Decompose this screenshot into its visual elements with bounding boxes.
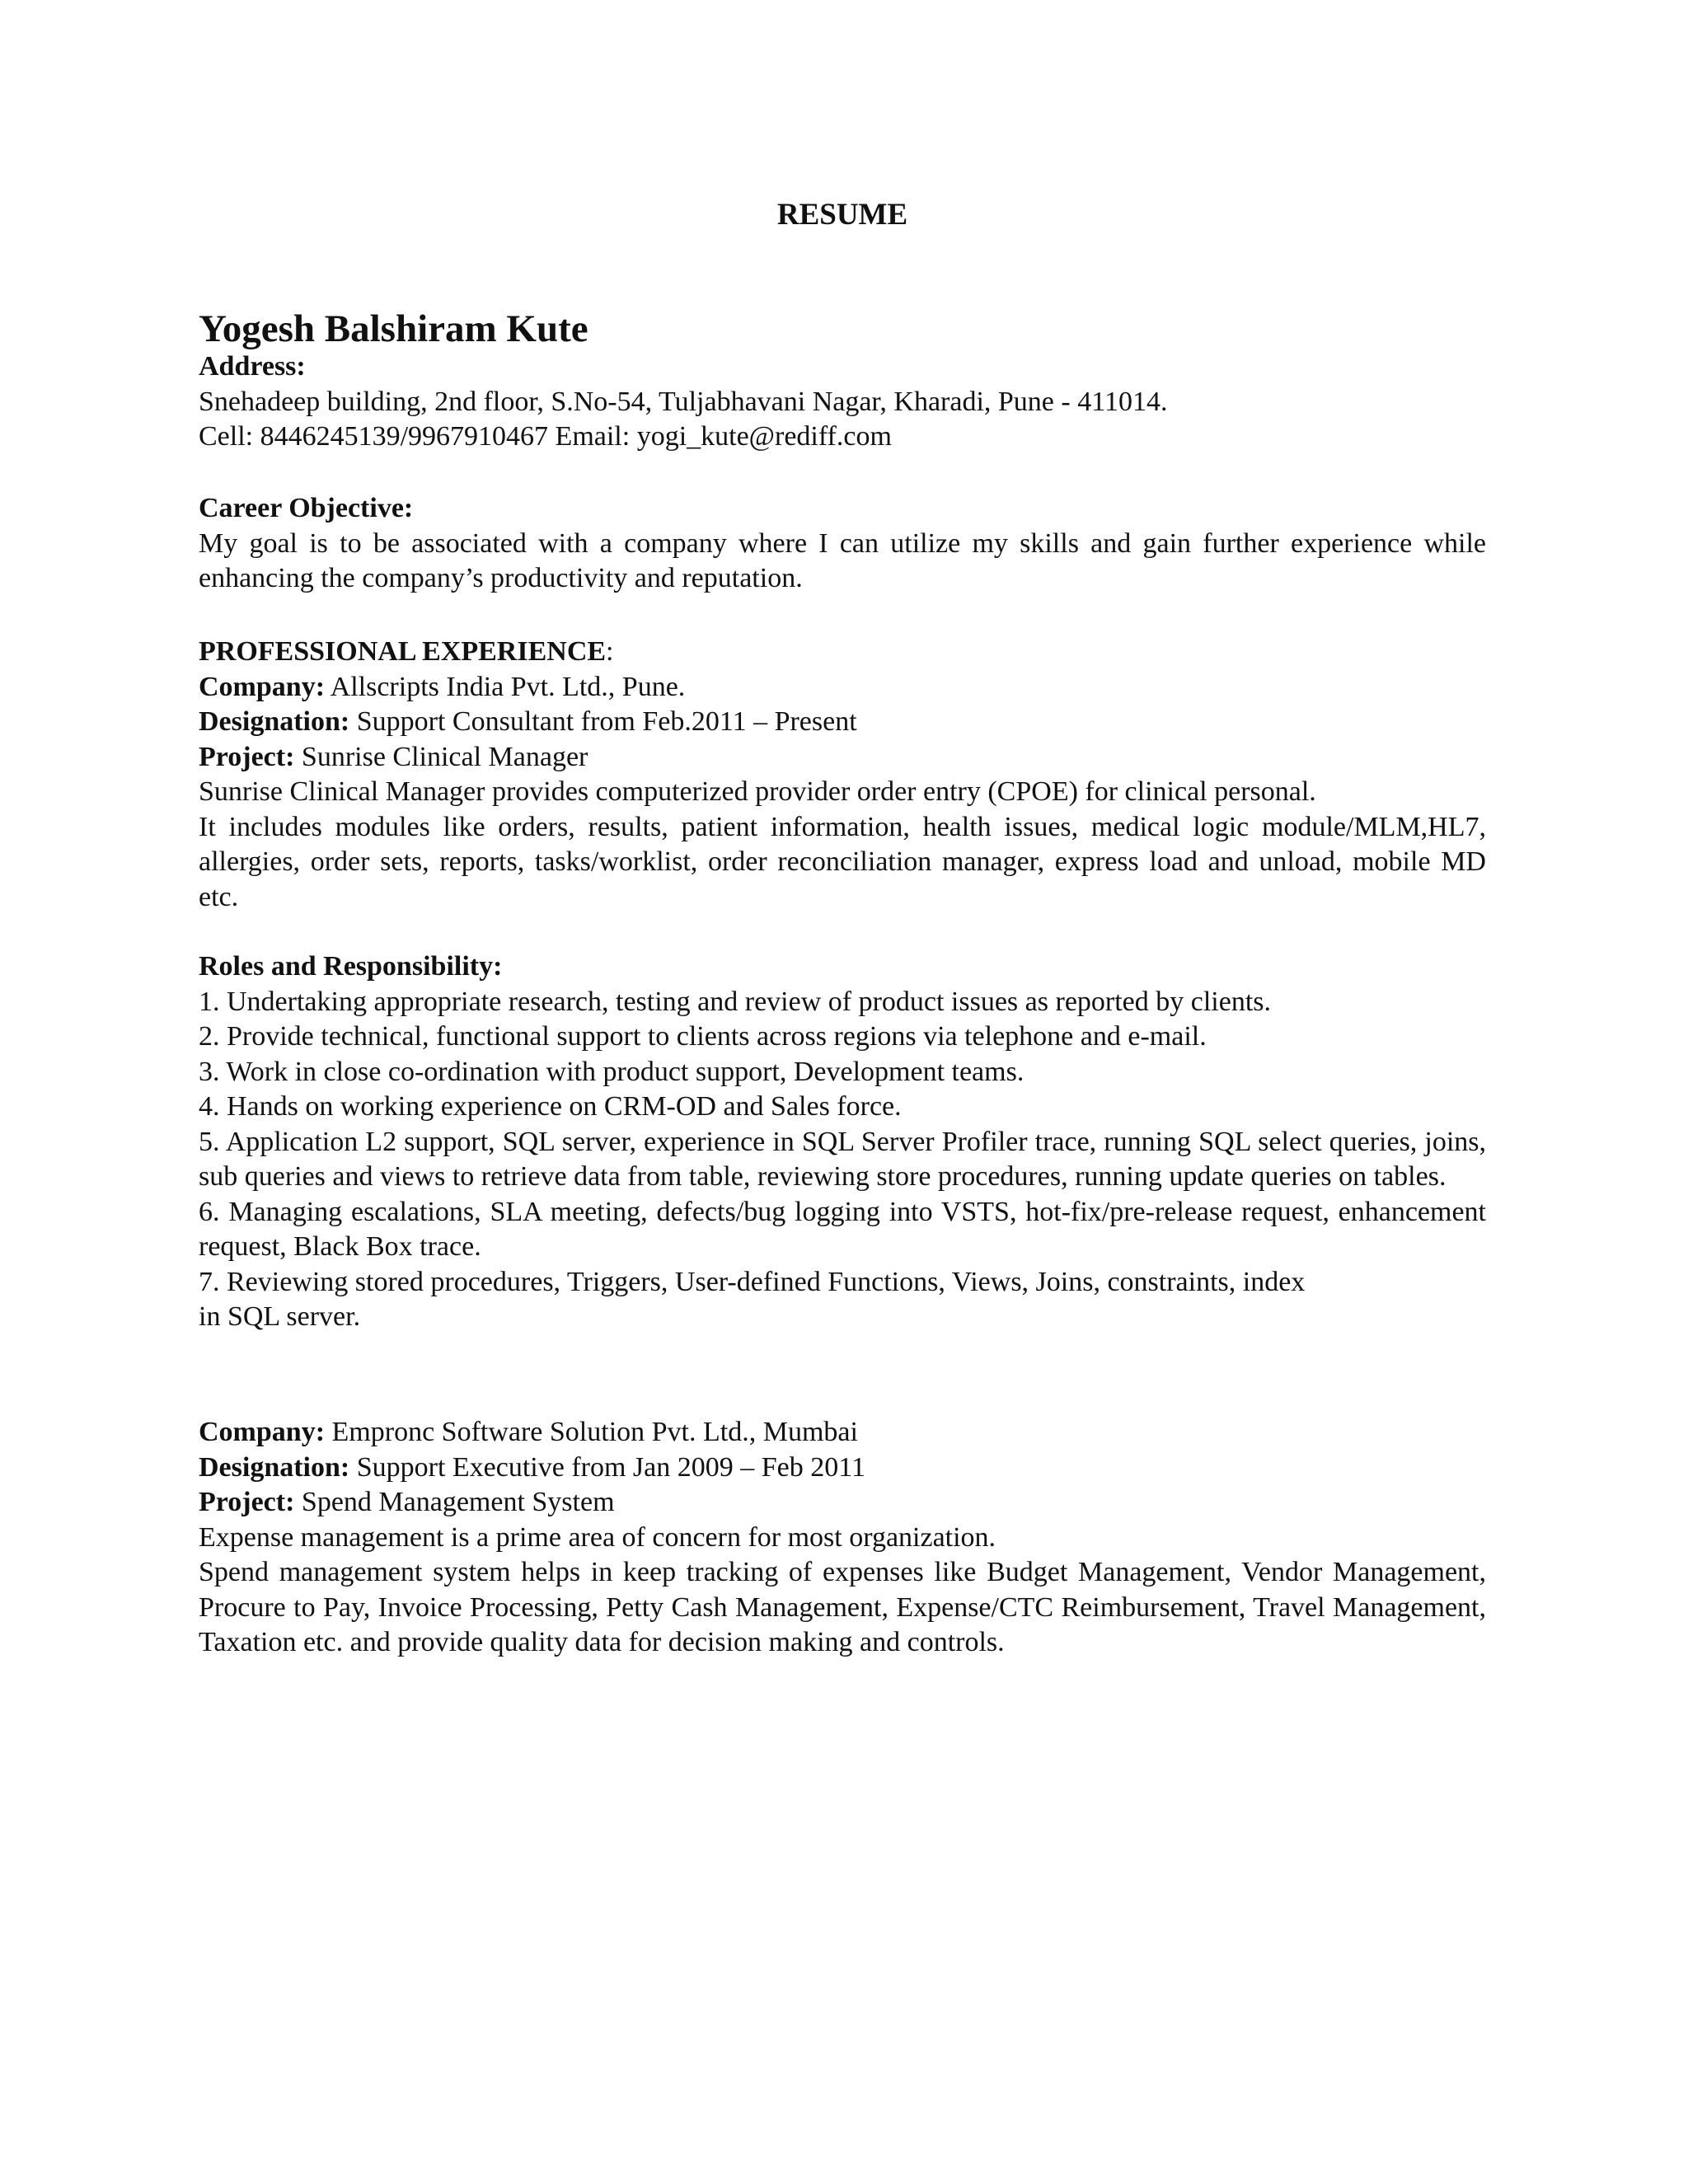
experience-heading: PROFESSIONAL EXPERIENCE (199, 636, 607, 667)
company1-description-1: Sunrise Clinical Manager provides computerized provider order entry (CPOE) for clinical personal. (199, 776, 1316, 807)
address-heading: Address: (199, 351, 306, 382)
contact-line: Cell: 8446245139/9967910467 Email: yogi_kute@rediff.com (199, 421, 892, 452)
company2-company-label: Company: (199, 1417, 326, 1447)
address-section (199, 349, 1486, 455)
company1-project-label: Project: (199, 741, 295, 772)
company2-designation-value: Support Executive from Jan 2009 – Feb 2011 (349, 1451, 865, 1483)
company1-project-line (199, 740, 1486, 776)
roles-item: 6. Managing escalations, SLA meeting, defects/bug logging into VSTS, hot-fix/pre-release request, enhancement request, Black Box trace. (199, 1196, 1486, 1262)
company1-company-value: Allscripts India Pvt. Ltd., Pune. (325, 671, 686, 702)
experience-heading-colon: : (606, 636, 614, 667)
roles-item: 1. Undertaking appropriate research, testing and review of product issues as reported by clients. (199, 986, 1272, 1017)
career-objective-heading: Career Objective: (199, 493, 414, 523)
candidate-name: Yogesh Balshiram Kute (199, 307, 588, 350)
experience-heading-line (199, 635, 1486, 670)
career-objective-text: My goal is to be associated with a company where I can utilize my skills and gain further experience while enhancing the company’s productivity and reputation. (199, 527, 1486, 593)
roles-heading: Roles and Responsibility: (199, 951, 503, 982)
company1-designation-label: Designation: (199, 706, 350, 737)
roles-item: 4. Hands on working experience on CRM-OD and Sales force. (199, 1091, 902, 1122)
company2-company-value: Empronc Software Solution Pvt. Ltd., Mumbai (325, 1417, 858, 1447)
company1-description-2: It includes modules like orders, results, patient information, health issues, medical logic module/MLM,HL7, allergies, order sets, reports, tasks/worklist, order reconciliation manager, express load and unload, mobile MD etc. (199, 811, 1486, 912)
company2-project-line (199, 1485, 1486, 1521)
company2-designation-line (199, 1451, 1486, 1486)
company1-designation-line (199, 705, 1486, 740)
company2-project-label: Project: (199, 1487, 295, 1517)
roles-item: 5. Application L2 support, SQL server, experience in SQL Server Profiler trace, running SQL select queries, joins, sub queries and views to retrieve data from table, reviewing store procedures, running update queries on tables. (199, 1126, 1486, 1192)
company1-designation-value: Support Consultant from Feb.2011 – Present (349, 706, 857, 737)
company1-project-value: Sunrise Clinical Manager (294, 741, 588, 772)
document-title: RESUME (776, 198, 908, 232)
experience-section (199, 635, 1486, 915)
roles-item: 7. Reviewing stored procedures, Triggers, User-defined Functions, Views, Joins, constraints, index (199, 1266, 1306, 1297)
roles-section (199, 949, 1486, 1335)
company1-company-line (199, 670, 1486, 705)
company2-section (199, 1415, 1486, 1661)
company2-description-2: Spend management system helps in keep tracking of expenses like Budget Management, Vendor Management, Procure to Pay, Invoice Processing, Petty Cash Management, Expense/CTC Reimbursement, Travel Management, Taxation etc. and provide quality data for decision making and controls. (199, 1557, 1486, 1657)
career-objective-section (199, 491, 1486, 597)
company1-company-label: Company: (199, 671, 326, 702)
company2-designation-label: Designation: (199, 1451, 350, 1483)
roles-item: 2. Provide technical, functional support to clients across regions via telephone and e-mail. (199, 1021, 1207, 1052)
company2-description-1: Expense management is a prime area of concern for most organization. (199, 1521, 996, 1553)
address-line: Snehadeep building, 2nd floor, S.No-54, Tuljabhavani Nagar, Kharadi, Pune - 411014. (199, 386, 1168, 417)
company2-project-value: Spend Management System (294, 1487, 615, 1517)
roles-item: 3. Work in close co-ordination with product support, Development teams. (199, 1056, 1025, 1087)
company2-company-line (199, 1415, 1486, 1451)
roles-item-continued: in SQL server. (199, 1301, 361, 1332)
